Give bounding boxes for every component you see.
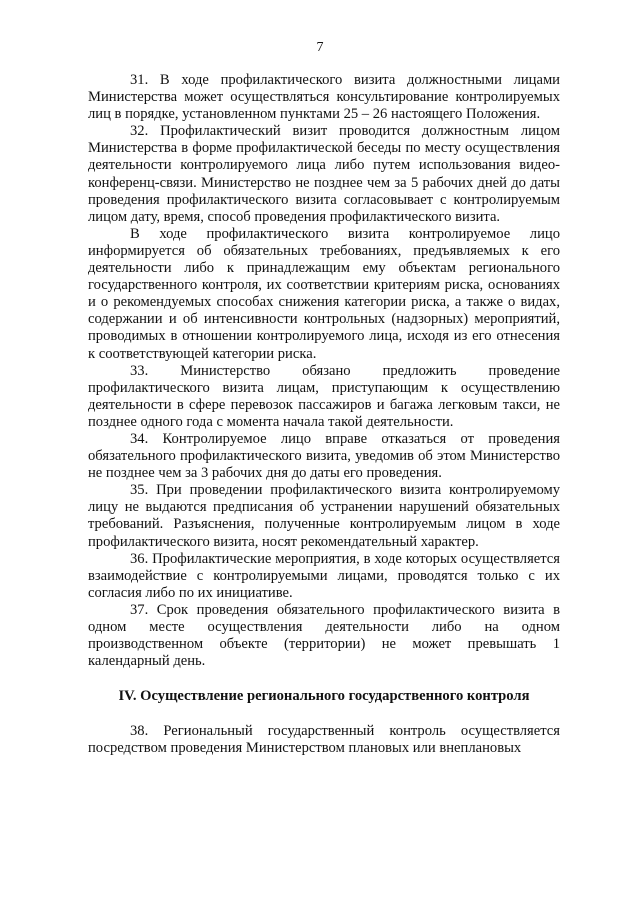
paragraph-37: 37. Срок проведения обязательного профилактического визита в одном месте осуществления деятельности либо на одном производственном объекте (территории) не может превышать 1 календарный день. (88, 601, 560, 670)
page-number: 7 (316, 40, 324, 55)
paragraph-36: 36. Профилактические мероприятия, в ходе которых осуществляется взаимодействие с контролируемыми лицами, проводятся только с их согласия либо по их инициативе. (88, 550, 560, 601)
paragraph-33: 33. Министерство обязано предложить проведение профилактического визита лицам, приступающим к осуществлению деятельности в сфере перевозок пассажиров и багажа легковым такси, не позднее одного года с момента начала такой деятельности. (88, 362, 560, 430)
paragraph-32-continued: В ходе профилактического визита контролируемое лицо информируется об обязательных требованиях, предъявляемых к его деятельности либо к принадлежащим ему объектам регионального государственного контроля, их соответствии критериям риска, основаниях и о рекомендуемых способах снижения категории риска, а также о видах, содержании и об интенсивности контрольных (надзорных) мероприятий, проводимых в отношении контролируемого лица, исходя из его отнесения к соответствующей категории риска. (88, 225, 560, 362)
paragraph-34: 34. Контролируемое лицо вправе отказаться от проведения обязательного профилактического визита, уведомив об этом Министерство не позднее чем за 3 рабочих дня до даты его проведения. (88, 430, 560, 482)
document-body (88, 72, 560, 758)
paragraph-35: 35. При проведении профилактического визита контролируемому лицу не выдаются предписания об устранении нарушений обязательных требований. Разъяснения, полученные контролируемым лицом в ходе профилактического визита, носят рекомендательный характер. (88, 482, 560, 550)
paragraph-38: 38. Региональный государственный контроль осуществляется посредством проведения Министерством плановых или внеплановых (88, 723, 560, 757)
paragraph-32: 32. Профилактический визит проводится должностным лицом Министерства в форме профилактической беседы по месту осуществления деятельности контролируемого лица либо путем использования видео-конференц-связи. Министерство не позднее чем за 5 рабочих дней до даты проведения профилактического визита согласовывает с контролируемым лицом дату, время, способ проведения профилактического визита. (88, 123, 560, 225)
paragraph-31: 31. В ходе профилактического визита должностными лицами Министерства может осуществляться консультирование контролируемых лиц в порядке, установленном пунктами 25 – 26 настоящего Положения. (88, 72, 560, 123)
section-heading: IV. Осуществление регионального государственного контроля (118, 688, 530, 705)
